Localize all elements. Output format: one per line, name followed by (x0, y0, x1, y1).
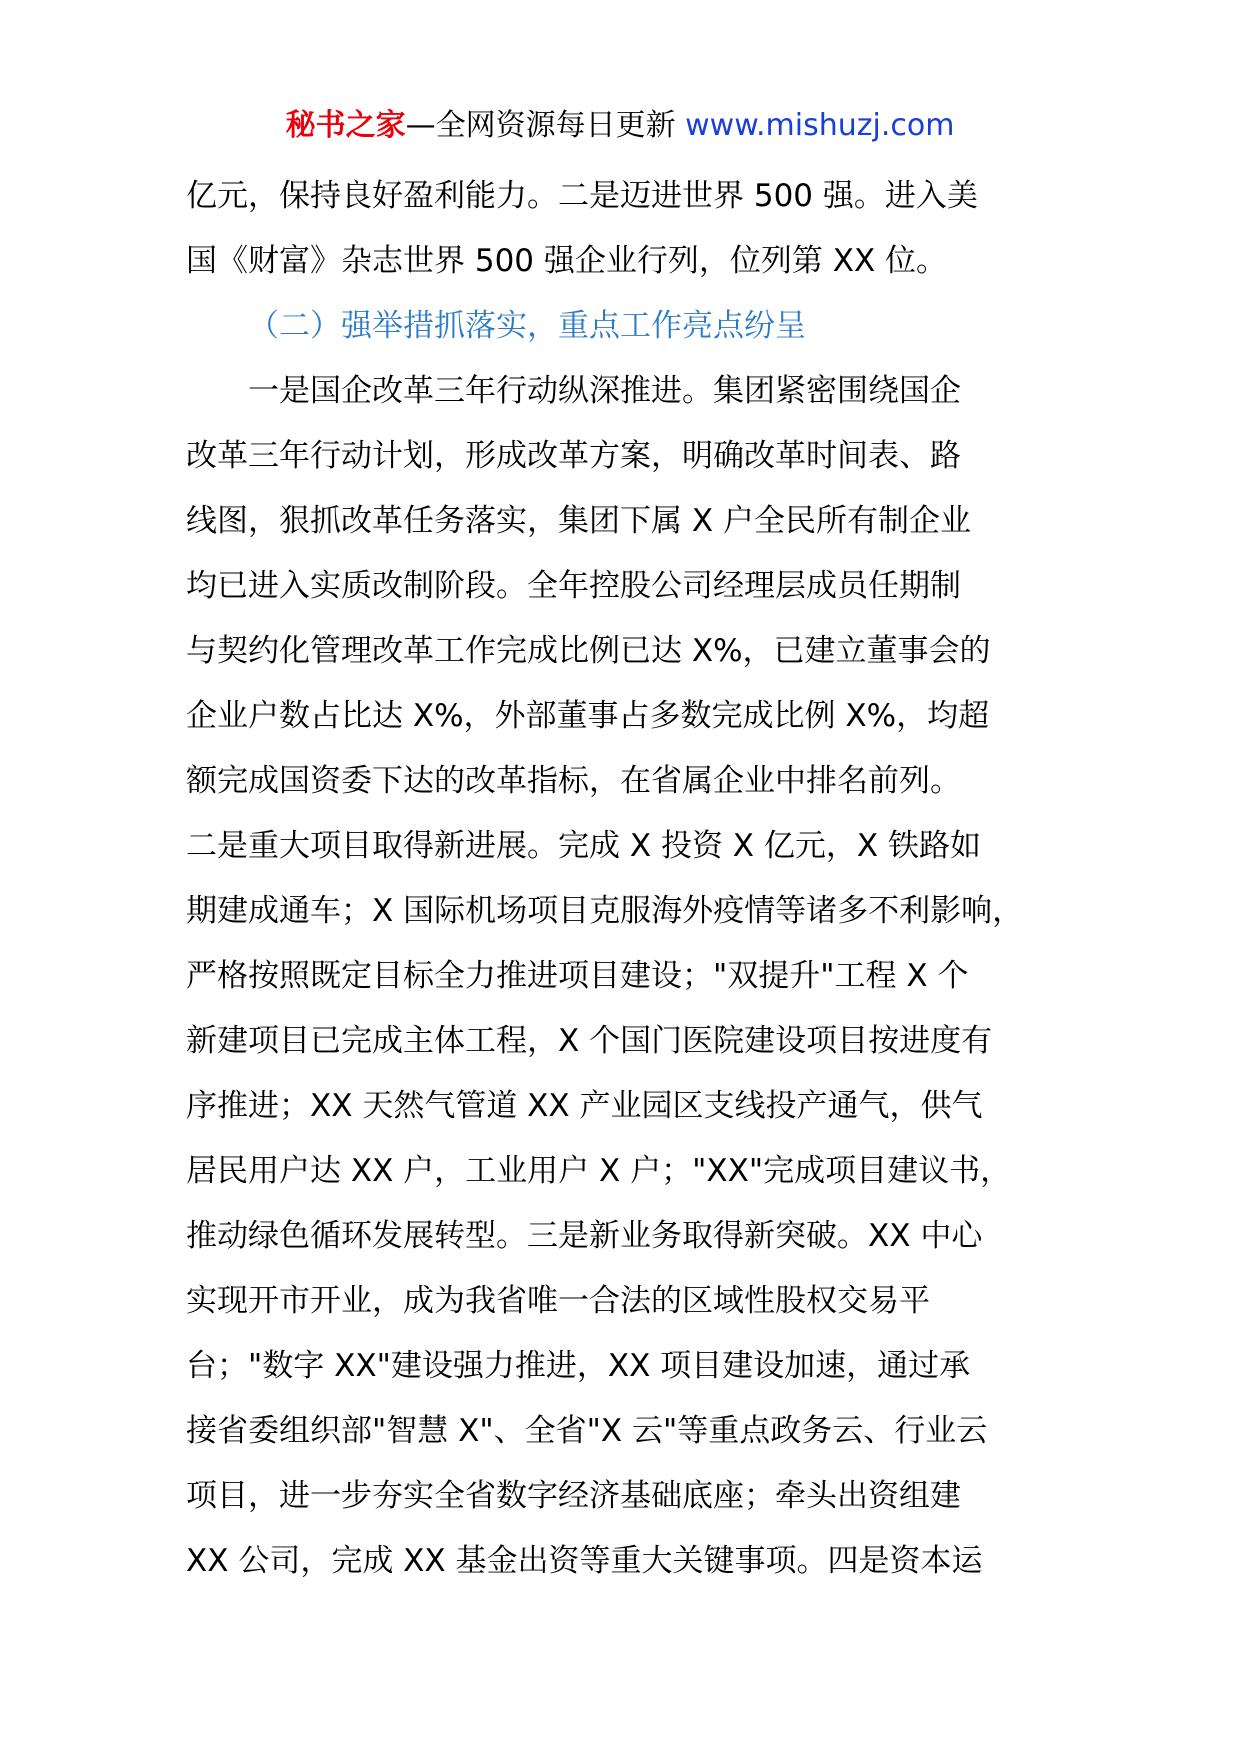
text-line: 接省委组织部"智慧 X"、全省"X 云"等重点政务云、行业云 (186, 1413, 988, 1449)
text-line: XX 公司，完成 XX 基金出资等重大关键事项。四是资本运 (186, 1543, 983, 1579)
page-header (0, 104, 1240, 148)
text-line: 均已进入实质改制阶段。全年控股公司经理层成员任期制 (186, 568, 961, 604)
brand-name: 秘书之家 (285, 108, 406, 143)
text-line: 二是重大项目取得新进展。完成 X 投资 X 亿元，X 铁路如 (186, 828, 981, 864)
header-tagline: —全网资源每日更新 (405, 108, 686, 143)
text-line: 实现开市开业，成为我省唯一合法的区域性股权交易平 (186, 1283, 930, 1319)
text-line: 新建项目已完成主体工程，X 个国门医院建设项目按进度有 (186, 1023, 993, 1059)
text-line: 国《财富》杂志世界 500 强企业行列，位列第 XX 位。 (186, 243, 948, 279)
text-line: 台；"数字 XX"建设强力推进，XX 项目建设加速，通过承 (186, 1348, 971, 1384)
text-line: 推动绿色循环发展转型。三是新业务取得新突破。XX 中心 (186, 1218, 983, 1254)
text-line: 企业户数占比达 X%，外部董事占多数完成比例 X%，均超 (186, 698, 990, 734)
text-line: 居民用户达 XX 户，工业用户 X 户；"XX"完成项目建议书， (186, 1153, 1012, 1189)
text-line: 项目，进一步夯实全省数字经济基础底座；牵头出资组建 (186, 1478, 961, 1514)
text-line: 严格按照既定目标全力推进项目建设；"双提升"工程 X 个 (186, 958, 969, 994)
text-line: 改革三年行动计划，形成改革方案，明确改革时间表、路 (186, 438, 961, 474)
paragraph-first-line: 一是国企改革三年行动纵深推进。集团紧密围绕国企 (248, 373, 961, 409)
site-url-link[interactable]: www.mishuzj.com (685, 108, 955, 143)
document-body (186, 164, 1086, 1594)
text-line: 亿元，保持良好盈利能力。二是迈进世界 500 强。进入美 (186, 178, 978, 214)
text-line: 线图，狠抓改革任务落实，集团下属 X 户全民所有制企业 (186, 503, 971, 539)
text-line: 与契约化管理改革工作完成比例已达 X%，已建立董事会的 (186, 633, 991, 669)
text-line: 额完成国资委下达的改革指标，在省属企业中排名前列。 (186, 763, 961, 799)
text-line: 期建成通车；X 国际机场项目克服海外疫情等诸多不利影响， (186, 893, 1024, 929)
section-subheading: （二）强举措抓落实，重点工作亮点纷呈 (248, 308, 806, 344)
text-line: 序推进；XX 天然气管道 XX 产业园区支线投产通气，供气 (186, 1088, 983, 1124)
